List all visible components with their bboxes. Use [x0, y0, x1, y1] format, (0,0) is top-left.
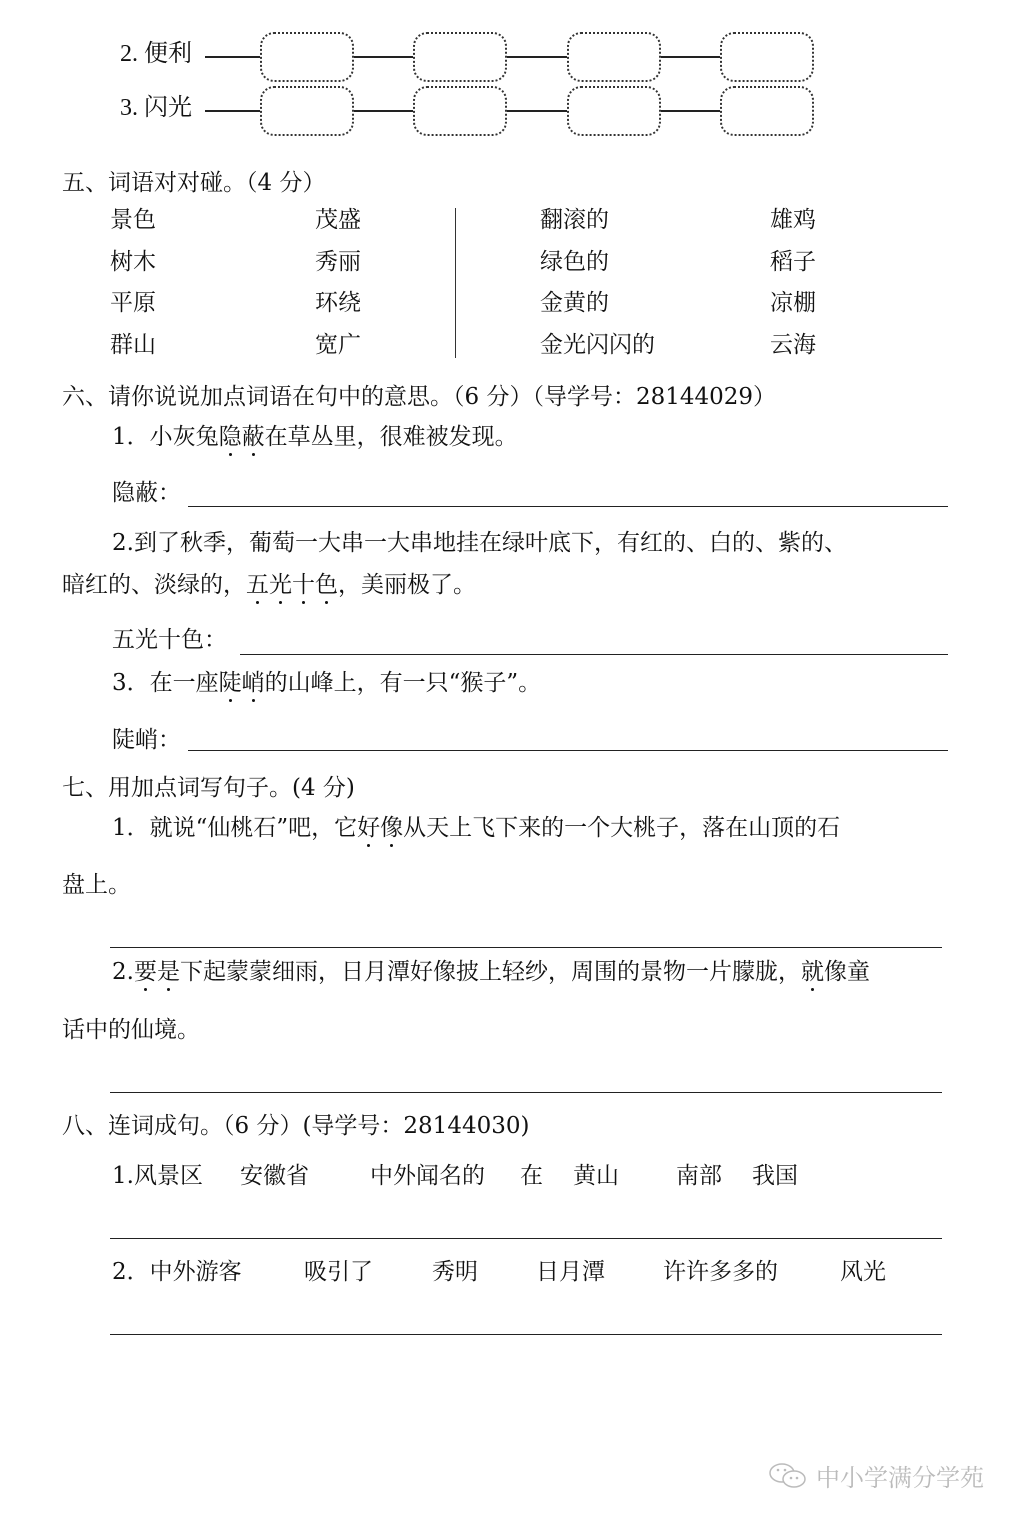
match-word[interactable]: 凉棚 [770, 290, 816, 316]
dotted-char: 五 [246, 572, 269, 598]
dotted-char: 好 [357, 815, 381, 841]
dotted-char: 陡 [218, 670, 242, 696]
word-chip: 中外闻名的 [370, 1163, 485, 1189]
word-chip: 在 [520, 1163, 543, 1189]
text-segment: 话中的仙境。 [62, 1017, 200, 1043]
word-chip: 吸引了 [304, 1259, 373, 1285]
answer-box[interactable] [413, 86, 507, 136]
match-word[interactable]: 稻子 [770, 248, 816, 275]
word-chip: 黄山 [573, 1163, 619, 1189]
dotted-char: 十 [292, 572, 315, 598]
dotted-char: 要 [133, 959, 157, 985]
word-chip: 1.风景区 [112, 1163, 203, 1189]
dotted-char: 蔽 [241, 424, 265, 450]
connector-line [507, 110, 567, 112]
word-chip: 我国 [752, 1163, 798, 1189]
section-8-heading: 八、连词成句。（6 分）(导学号：28144030) [62, 1113, 530, 1139]
match-word[interactable]: 雄鸡 [770, 207, 816, 233]
text-segment: 在草丛里，很难被发现。 [264, 424, 518, 450]
match-word[interactable]: 绿色的 [540, 248, 609, 275]
dotted-char: 隐 [218, 424, 242, 450]
answer-line[interactable] [240, 654, 948, 655]
chain-start-word: 2. 便利 [120, 41, 192, 67]
text-segment: ，美丽极了。 [338, 572, 476, 598]
connector-line [205, 110, 260, 112]
section-5-heading: 五、词语对对碰。（4 分） [62, 170, 326, 196]
answer-label-6-3: 陡峭： [112, 727, 181, 753]
dotted-char: 峭 [241, 670, 265, 696]
connector-line [661, 56, 720, 58]
match-word[interactable]: 平原 [110, 290, 156, 316]
text-segment: 2. [112, 959, 134, 985]
answer-box[interactable] [567, 86, 661, 136]
question-6-2 [112, 529, 847, 557]
dotted-char: 像 [380, 815, 404, 841]
dotted-char: 就 [800, 959, 824, 985]
wechat-icon [768, 1461, 808, 1491]
answer-box[interactable] [567, 32, 661, 82]
match-word[interactable]: 秀丽 [315, 248, 361, 275]
match-word[interactable]: 翻滚的 [540, 207, 609, 233]
match-word[interactable]: 金光闪闪的 [540, 331, 655, 358]
text-segment: 下起蒙蒙细雨，日月潭好像披上轻纱，周围的景物一片朦胧， [179, 959, 801, 985]
connector-line [354, 56, 413, 58]
watermark-text: 中小学满分学苑 [816, 1464, 984, 1492]
word-chip: 2．中外游客 [112, 1259, 242, 1285]
dotted-char: 色 [315, 572, 338, 598]
match-word[interactable]: 景色 [110, 207, 156, 233]
question-7-1 [112, 814, 840, 842]
answer-label-6-2: 五光十色： [112, 627, 227, 653]
text-segment: 像童 [823, 959, 870, 985]
text-segment: 3．在一座 [112, 670, 219, 696]
watermark [768, 1458, 984, 1493]
question-7-2-cont [62, 1016, 200, 1044]
text-segment: 盘上。 [62, 872, 131, 898]
match-word[interactable]: 茂盛 [315, 207, 361, 233]
text-segment: 2.到了秋季，葡萄一大串一大串地挂在绿叶底下，有红的、白的、紫的、 [112, 530, 847, 556]
word-chip: 南部 [676, 1163, 722, 1189]
dotted-char: 是 [156, 959, 180, 985]
section-6-heading: 六、请你说说加点词语在句中的意思。（6 分）（导学号：28144029） [62, 384, 777, 410]
answer-line[interactable] [110, 1238, 942, 1239]
text-segment: 暗红的、淡绿的， [62, 572, 246, 598]
match-word[interactable]: 宽广 [315, 331, 361, 358]
connector-line [205, 56, 260, 58]
question-6-3 [112, 669, 541, 697]
match-word[interactable]: 金黄的 [540, 290, 609, 316]
answer-box[interactable] [413, 32, 507, 82]
text-segment: 从天上飞下来的一个大桃子，落在山顶的石 [403, 815, 841, 841]
answer-line[interactable] [188, 750, 948, 751]
word-chip: 秀明 [432, 1259, 478, 1285]
connector-line [354, 110, 413, 112]
answer-box[interactable] [260, 86, 354, 136]
answer-box[interactable] [720, 32, 814, 82]
dotted-char: 光 [269, 572, 292, 598]
answer-line[interactable] [110, 947, 942, 948]
answer-box[interactable] [720, 86, 814, 136]
answer-line[interactable] [110, 1092, 942, 1093]
text-segment: 1．就说“仙桃石”吧，它 [112, 815, 358, 841]
question-6-2-cont [62, 571, 476, 599]
text-segment: 的山峰上，有一只“猴子”。 [264, 670, 542, 696]
divider [455, 208, 456, 358]
word-chip: 许许多多的 [663, 1259, 778, 1285]
answer-label-6-1: 隐蔽： [112, 480, 181, 506]
question-7-2 [112, 958, 870, 986]
text-segment: 1．小灰兔 [112, 424, 219, 450]
question-6-1 [112, 423, 518, 451]
question-7-1-cont [62, 871, 131, 899]
answer-line[interactable] [110, 1334, 942, 1335]
word-chip: 日月潭 [536, 1259, 605, 1285]
connector-line [507, 56, 567, 58]
answer-box[interactable] [260, 32, 354, 82]
match-word[interactable]: 群山 [110, 331, 156, 358]
chain-start-word: 3. 闪光 [120, 95, 192, 121]
section-7-heading: 七、用加点词写句子。(4 分) [62, 775, 355, 801]
match-word[interactable]: 环绕 [315, 290, 361, 316]
match-word[interactable]: 云海 [770, 331, 816, 358]
word-chip: 安徽省 [240, 1163, 309, 1189]
word-chip: 风光 [840, 1259, 886, 1285]
match-word[interactable]: 树木 [110, 248, 156, 275]
connector-line [661, 110, 720, 112]
answer-line[interactable] [188, 506, 948, 507]
